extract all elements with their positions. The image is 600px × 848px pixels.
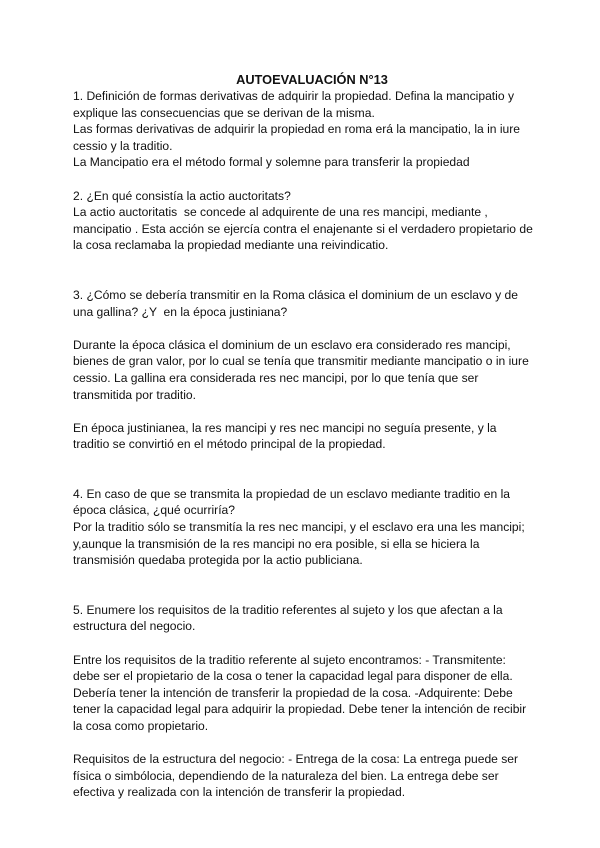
spacer [73,569,533,602]
spacer [73,403,533,420]
spacer [73,254,533,287]
question-3: 3. ¿Cómo se debería transmitir en la Roma clásica el dominium de un esclavo y de una gallina? ¿Y en la época justiniana? [73,287,522,319]
document-body [73,72,537,801]
question-1: 1. Definición de formas derivativas de adquirir la propiedad. Defina la mancipatio y explique las consecuencias que se derivan de la misma. [73,89,518,120]
document-title: AUTOEVALUACIÓN N°13 [236,72,388,87]
spacer [73,171,533,188]
spacer [73,453,533,486]
answer-5-part-2: Requisitos de la estructura del negocio: - Entrega de la cosa: La entrega puede ser física o simbólocia, dependiendo de la naturaleza del bien. La entrega debe ser efectiva y realizada con la intención de transferir la propiedad. [73,752,522,800]
answer-3-part-1: Durante la época clásica el dominium de un esclavo era considerado res mancipi, bienes de gran valor, por lo cual se tenía que transmitir mediante mancipatio o in iure cessio. La gallina era considerada res nec mancipi, por lo que tenía que ser transmitida por traditio. [73,337,533,402]
answer-1-part-1: Las formas derivativas de adquirir la propiedad en roma erá la mancipatio, la in iure cessio y la traditio. [73,122,524,153]
spacer [73,635,533,652]
question-5: 5. Enumere los requisitos de la traditio referentes al sujeto y los que afectan a la estructura del negocio. [73,602,506,634]
spacer [73,320,533,337]
answer-1-part-2: La Mancipatio era el método formal y solemne para transferir la propiedad [73,155,470,170]
question-2: 2. ¿En qué consistía la actio auctoritats? [73,188,291,203]
answer-4: Por la traditio sólo se transmitía la res nec mancipi, y el esclavo era una les mancipi; y,aunque la transmisión de la res mancipi no era posible, si ella se hiciera la transmisión quedaba protegida por la actio publiciana. [73,520,529,568]
answer-3-part-2: En época justinianea, la res mancipi y res nec mancipi no seguía presente, y la traditio se convirtió en el método principal de la propiedad. [73,420,500,452]
spacer [73,735,533,752]
answer-2: La actio auctoritatis se concede al adquirente de una res mancipi, mediante , mancipatio . Esta acción se ejercía contra el enajenante si el verdadero propietario de la cosa reclamaba la propiedad mediante una reivindicatio. [73,205,537,253]
answer-5-part-1: Entre los requisitos de la traditio referente al sujeto encontramos: - Transmitente: debe ser el propietario de la cosa o tener la capacidad legal para disponer de ella. Debería tener la intención de transferir la propiedad de la cosa. -Adquirente: Debe tener la capacidad legal para adquirir la propiedad. Debe tener la intención de recibir la cosa como propietario. [73,652,530,733]
question-4: 4. En caso de que se transmita la propiedad de un esclavo mediante traditio en la época clásica, ¿qué ocurriría? [73,486,514,518]
